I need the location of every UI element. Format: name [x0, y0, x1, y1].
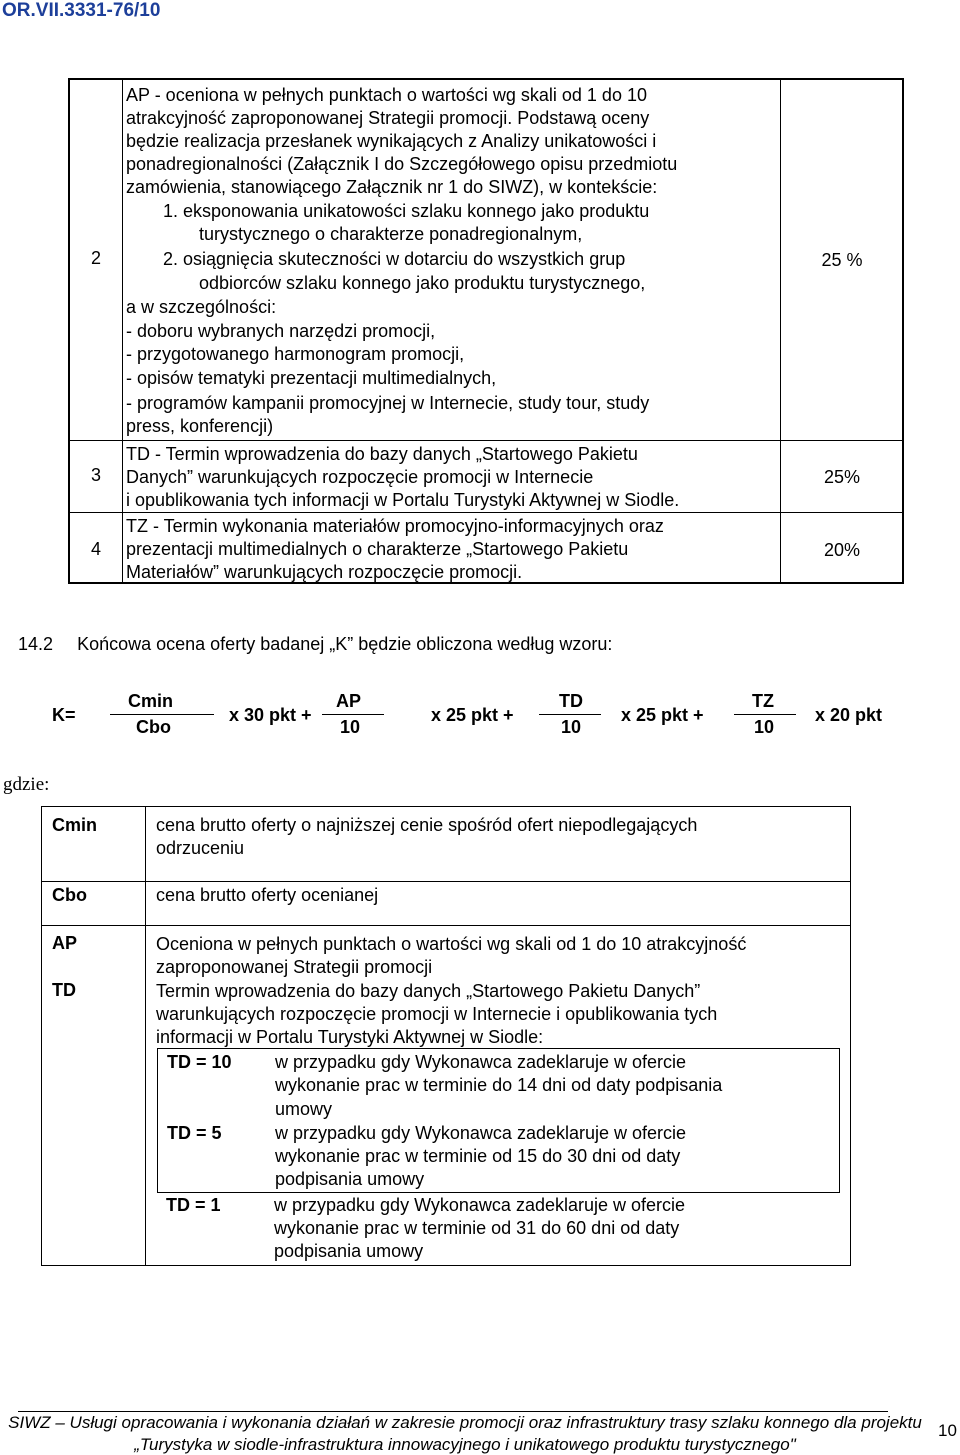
- section-heading: [18, 634, 612, 655]
- fraction-bar: [539, 714, 601, 715]
- text-line: w przypadku gdy Wykonawca zadeklaruje w ofercie: [274, 1195, 686, 1215]
- footer-line: SIWZ – Usługi opracowania i wykonania działań w zakresie promocji oraz infrastruktury trasy szlaku konnego dla projektu: [8, 1413, 922, 1432]
- text-line: cena brutto oferty o najniższej cenie spośród ofert niepodlegających: [156, 815, 698, 835]
- row-divider: [70, 512, 902, 513]
- text-line: warunkujących rozpoczęcie promocji w Internecie i opublikowania tych: [156, 1004, 718, 1024]
- formula-denominator: 10: [561, 717, 582, 737]
- text-line: atrakcyjność zaproponowanej Strategii promocji. Podstawą oceny: [126, 108, 650, 128]
- text-line: umowy: [275, 1099, 333, 1119]
- formula-multiplier: x 30 pkt +: [229, 705, 312, 725]
- text-line: wykonanie prac w terminie od 31 do 60 dni od daty: [274, 1218, 680, 1238]
- criterion-number: 2: [90, 248, 101, 268]
- legend-label: TD: [52, 980, 76, 1000]
- text-line: a w szczególności:: [126, 297, 277, 317]
- text-line: - programów kampanii promocyjnej w Internecie, study tour, study: [126, 393, 650, 413]
- text-line: w przypadku gdy Wykonawca zadeklaruje w ofercie: [275, 1052, 687, 1072]
- column-divider: [122, 80, 123, 582]
- text-line: TZ - Termin wykonania materiałów promocyjno-informacyjnych oraz: [126, 516, 664, 536]
- formula-denominator: 10: [754, 717, 775, 737]
- td-case-label: TD = 5: [167, 1123, 222, 1143]
- text-line: AP - oceniona w pełnych punktach o wartości wg skali od 1 do 10: [126, 85, 647, 105]
- td-scoring-table: [157, 1048, 840, 1193]
- text-line: w przypadku gdy Wykonawca zadeklaruje w ofercie: [275, 1123, 687, 1143]
- formula-multiplier: x 20 pkt: [815, 705, 883, 725]
- text-line: - przygotowanego harmonogram promocji,: [126, 344, 465, 364]
- row-divider: [42, 881, 850, 882]
- text-line: 1. eksponowania unikatowości szlaku konnego jako produktu: [163, 201, 650, 221]
- formula-numerator: Cmin: [128, 691, 173, 711]
- section-text: Końcowa ocena oferty badanej „K” będzie obliczona według wzoru:: [77, 634, 613, 654]
- page-number: 10: [938, 1421, 957, 1440]
- footer-rule: [18, 1411, 888, 1412]
- text-line: Danych” warunkujących rozpoczęcie promocji w Internecie: [126, 467, 594, 487]
- legend-label: Cbo: [52, 885, 87, 905]
- document-reference: OR.VII.3331-76/10: [2, 0, 161, 21]
- text-line: Materiałów” warunkujących rozpoczęcie promocji.: [126, 562, 523, 582]
- criterion-weight: 20%: [823, 540, 861, 560]
- text-line: informacji w Portalu Turystyki Aktywnej w Siodle:: [156, 1027, 544, 1047]
- text-line: odbiorców szlaku konnego jako produktu turystycznego,: [199, 273, 646, 293]
- text-line: wykonanie prac w terminie od 15 do 30 dni od daty: [275, 1146, 681, 1166]
- criteria-table: [68, 78, 904, 584]
- text-line: prezentacji multimedialnych o charakterze „Startowego Pakietu: [126, 539, 629, 559]
- legend-intro: gdzie:: [3, 774, 50, 795]
- text-line: Termin wprowadzenia do bazy danych „Startowego Pakietu Danych”: [156, 981, 701, 1001]
- criterion-number: 3: [90, 465, 101, 485]
- text-line: press, konferencji): [126, 416, 274, 436]
- text-line: zaproponowanej Strategii promocji: [156, 957, 433, 977]
- criterion-weight: 25%: [823, 467, 861, 487]
- column-divider: [780, 80, 781, 582]
- legend-label: Cmin: [52, 815, 97, 835]
- text-line: - opisów tematyki prezentacji multimedialnych,: [126, 368, 497, 388]
- criterion-weight: 25 %: [821, 250, 863, 270]
- formula-multiplier: x 25 pkt +: [431, 705, 514, 725]
- text-line: podpisania umowy: [274, 1241, 424, 1261]
- text-line: cena brutto oferty ocenianej: [156, 885, 379, 905]
- formula-numerator: AP: [336, 691, 362, 711]
- text-line: - doboru wybranych narzędzi promocji,: [126, 321, 436, 341]
- legend-label: AP: [52, 933, 78, 953]
- formula-denominator: Cbo: [136, 717, 171, 737]
- text-line: turystycznego o charakterze ponadregionalnym,: [199, 224, 583, 244]
- text-line: będzie realizacja przesłanek wynikających z Analizy unikatowości i: [126, 131, 657, 151]
- text-line: TD - Termin wprowadzenia do bazy danych „Startowego Pakietu: [126, 444, 638, 464]
- formula-k: K=: [52, 705, 76, 725]
- formula-numerator: TD: [559, 691, 583, 711]
- fraction-bar: [110, 714, 214, 715]
- text-line: podpisania umowy: [275, 1169, 425, 1189]
- row-divider: [42, 925, 850, 926]
- formula-numerator: TZ: [752, 691, 774, 711]
- text-line: zamówienia, stanowiącego Załącznik nr 1 do SIWZ), w kontekście:: [126, 177, 658, 197]
- criterion-number: 4: [90, 539, 101, 559]
- text-line: wykonanie prac w terminie do 14 dni od daty podpisania: [275, 1075, 723, 1095]
- td-case-label: TD = 1: [166, 1195, 221, 1215]
- row-divider: [70, 440, 902, 441]
- column-divider: [145, 807, 146, 1265]
- footer-line: „Turystyka w siodle-infrastruktura innowacyjnego i unikatowego produktu turystycznego": [134, 1435, 796, 1454]
- text-line: ponadregionalności (Załącznik I do Szczegółowego opisu przedmiotu: [126, 154, 678, 174]
- text-line: i opublikowania tych informacji w Portalu Turystyki Aktywnej w Siodle.: [126, 490, 680, 510]
- text-line: odrzuceniu: [156, 838, 245, 858]
- fraction-bar: [322, 714, 384, 715]
- text-line: 2. osiągnięcia skuteczności w dotarciu do wszystkich grup: [163, 249, 626, 269]
- formula-multiplier: x 25 pkt +: [621, 705, 704, 725]
- fraction-bar: [734, 714, 796, 715]
- section-number: 14.2: [18, 634, 54, 654]
- text-line: Oceniona w pełnych punktach o wartości wg skali od 1 do 10 atrakcyjność: [156, 934, 747, 954]
- formula-denominator: 10: [340, 717, 361, 737]
- td-case-label: TD = 10: [167, 1052, 232, 1072]
